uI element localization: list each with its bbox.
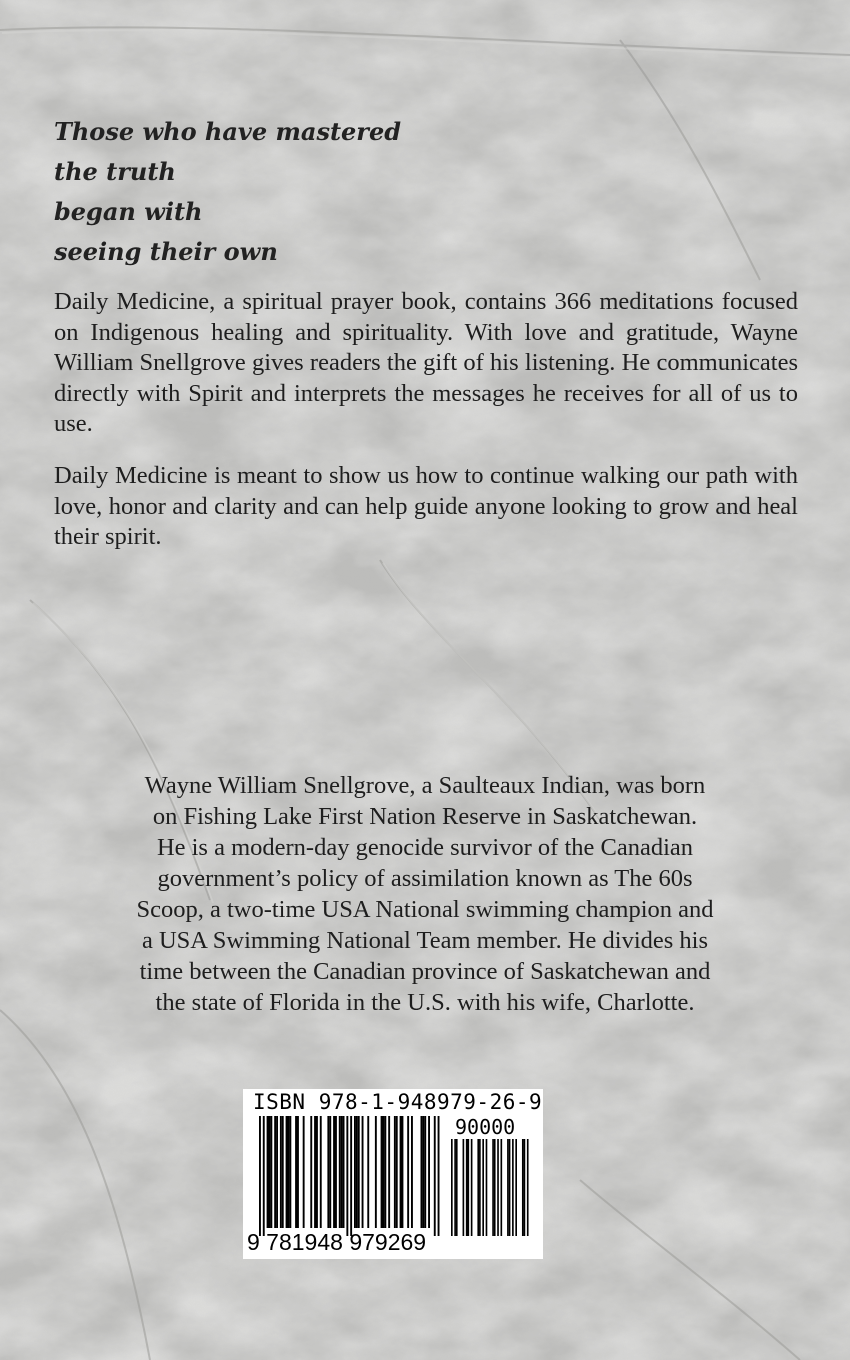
addon-bar (479, 1139, 481, 1236)
book-description-paragraph-2: Daily Medicine is meant to show us how to continue walking our path with love, honor and clarity and can help guide anyone looking to grow and heal their spirit. (54, 462, 798, 550)
author-bio-line: time between the Canadian province of Saskatchewan and (139, 958, 711, 985)
barcode-bar (434, 1116, 436, 1236)
barcode-bar (316, 1116, 318, 1228)
barcode-bar (383, 1116, 385, 1228)
barcode-bar (384, 1116, 386, 1228)
barcode-bar (346, 1116, 348, 1236)
barcode-bar (396, 1116, 398, 1228)
addon-bar (501, 1139, 503, 1236)
barcode-bar (428, 1116, 430, 1228)
barcode-bar (274, 1116, 276, 1228)
barcode-bar (421, 1116, 423, 1228)
barcode-bar (269, 1116, 271, 1228)
author-bio-line: on Fishing Lake First Nation Reserve in Saskatchewan. (152, 803, 698, 830)
author-bio-line: Wayne William Snellgrove, a Saulteaux Indian, was born (144, 772, 706, 799)
author-bio-line: He is a modern-day genocide survivor of the Canadian (156, 834, 694, 861)
author-bio-line: the state of Florida in the U.S. with his wife, Charlotte. (155, 989, 695, 1016)
barcode-bar (402, 1116, 404, 1228)
addon-bar (509, 1139, 511, 1236)
barcode-bar (394, 1116, 396, 1228)
author-bio-line: Scoop, a two-time USA National swimming champion and (136, 896, 714, 923)
addon-bar (492, 1139, 494, 1236)
barcode-bar (333, 1116, 335, 1228)
barcode-bar (297, 1116, 299, 1228)
barcode-bar (362, 1116, 364, 1228)
quote-line: seeing their own (54, 237, 278, 266)
barcode-bar (327, 1116, 329, 1228)
barcode-bar (329, 1116, 331, 1228)
addon-bar (507, 1139, 509, 1236)
barcode-bar (310, 1116, 312, 1228)
barcode-bar (388, 1116, 390, 1228)
addon-bar (486, 1139, 488, 1236)
addon-bar (468, 1139, 470, 1236)
addon-bar (463, 1139, 465, 1236)
barcode-bar (438, 1116, 440, 1236)
author-bio-line: government’s policy of assimilation known as The 60s (157, 865, 693, 892)
barcode-bar (367, 1116, 369, 1228)
book-description-paragraph-1: Daily Medicine, a spiritual prayer book, contains 366 meditations focused on Indigenous healing and spirituality. With love and gratitude, Wayne William Snellgrove gives readers the gift of his listening. He communicates directly with Spirit and interprets the messages he receives for all of us to use. (54, 288, 798, 437)
barcode-bar (411, 1116, 413, 1228)
barcode-bar (335, 1116, 337, 1228)
barcode-bar (288, 1116, 290, 1228)
author-bio-line: a USA Swimming National Team member. He divides his (141, 927, 709, 954)
isbn-label: ISBN 978-1-948979-26-9 (253, 1090, 543, 1114)
barcode-bar (339, 1116, 341, 1228)
addon-bar (524, 1139, 526, 1236)
barcode-bar (280, 1116, 282, 1228)
barcode-bar (343, 1116, 345, 1228)
barcode-bar (282, 1116, 284, 1228)
barcode-bar (267, 1116, 269, 1228)
addon-bar (494, 1139, 496, 1236)
addon-bar (477, 1139, 479, 1236)
barcode-bar (381, 1116, 383, 1228)
barcode-bar (356, 1116, 358, 1228)
barcode-bar (320, 1116, 322, 1228)
price-code: 90000 (455, 1115, 516, 1139)
quote-line: Those who have mastered (54, 117, 402, 146)
barcode-bar (259, 1116, 261, 1236)
isbn-barcode (243, 1089, 543, 1259)
addon-bar (454, 1139, 456, 1236)
barcode-bar (289, 1116, 291, 1228)
addon-bar (471, 1139, 473, 1236)
addon-bar (527, 1139, 529, 1236)
ean-digits: 9 781948 979269 (247, 1229, 427, 1255)
barcode-bar (424, 1116, 426, 1228)
addon-bar (522, 1139, 524, 1236)
addon-bar (456, 1139, 458, 1236)
barcode-bar (400, 1116, 402, 1228)
barcode-bar (295, 1116, 297, 1228)
barcode-bar (407, 1116, 409, 1228)
author-bio (80, 770, 770, 1018)
barcode-bar (354, 1116, 356, 1228)
barcode-bar (270, 1116, 272, 1228)
epigraph-quote (54, 112, 474, 272)
barcode-bar (314, 1116, 316, 1228)
quote-line: the truth (54, 157, 176, 186)
barcode-bar (350, 1116, 352, 1236)
addon-bar (466, 1139, 468, 1236)
quote-line: began with (54, 197, 203, 226)
addon-bar (512, 1139, 514, 1236)
addon-bar (497, 1139, 499, 1236)
barcode-bar (286, 1116, 288, 1228)
addon-bar (482, 1139, 484, 1236)
barcode-bar (276, 1116, 278, 1228)
barcode-bar (422, 1116, 424, 1228)
barcode-bar (358, 1116, 360, 1228)
addon-bar (515, 1139, 517, 1236)
barcode-bar (341, 1116, 343, 1228)
barcode-bar (303, 1116, 305, 1228)
barcode-bar (375, 1116, 377, 1228)
addon-bar (451, 1139, 453, 1236)
barcode-bar (263, 1116, 265, 1236)
